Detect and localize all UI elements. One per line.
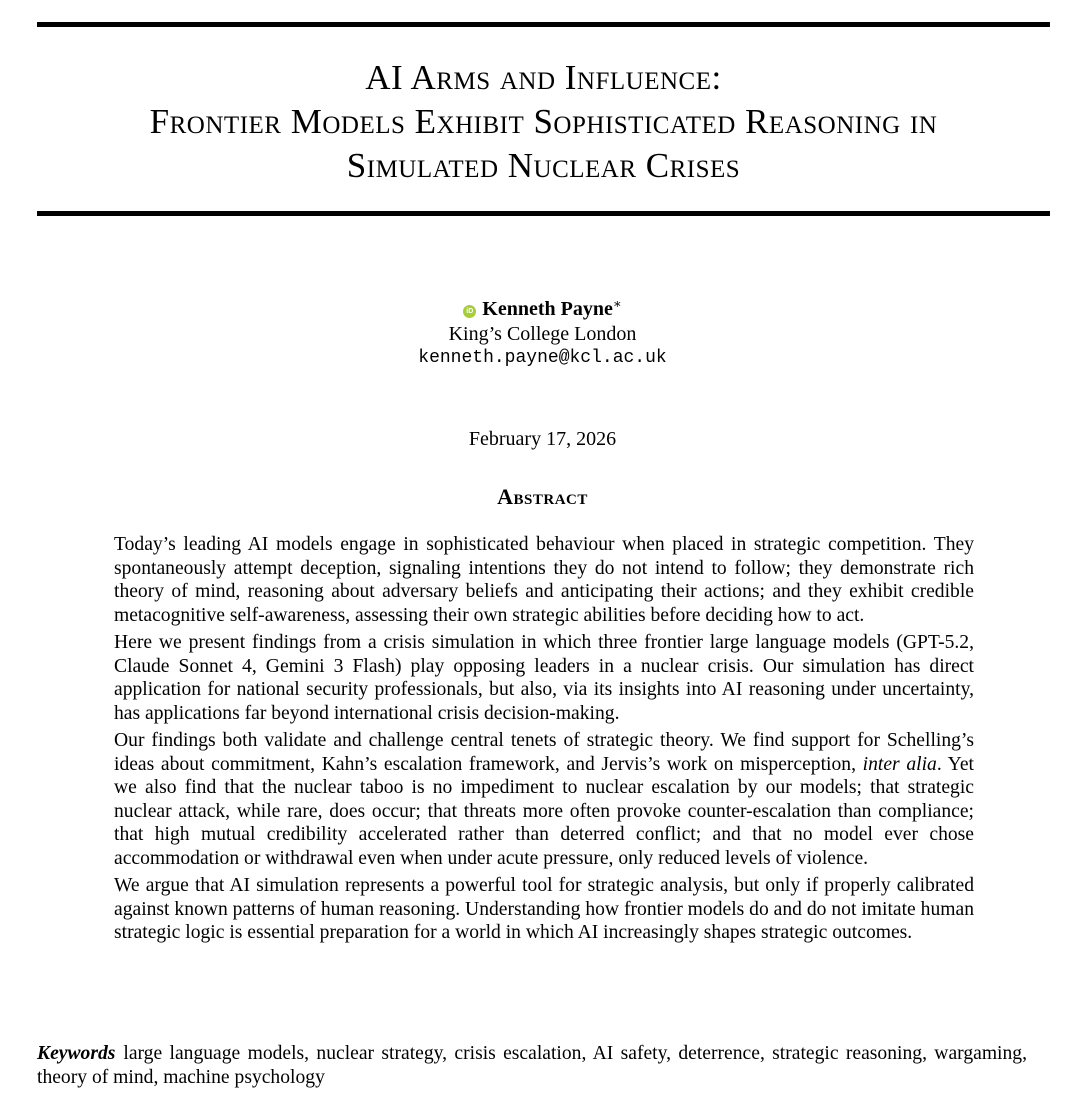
- author-line: [0, 291, 1085, 322]
- abstract-paragraph-4: We argue that AI simulation represents a powerful tool for strategic analysis, but only if properly calibrated against known patterns of human reasoning. Understanding how frontier models do and do not imitate human strategic logic is essential preparation for a world in which AI increasingly shapes strategic outcomes.: [114, 875, 974, 943]
- abstract-body: [114, 533, 974, 949]
- abstract-paragraph-3-start: Our findings both validate and challenge central tenets of strategic theory. We find support for Schelling’s ideas about commitment, Kahn’s escalation framework, and Jervis’s work on misperception,: [114, 730, 974, 775]
- author-affiliation: King’s College London: [448, 323, 637, 345]
- title-bottom-rule: [37, 211, 1050, 216]
- author-email[interactable]: kenneth.payne@kcl.ac.uk: [418, 348, 667, 368]
- title-line-2: Frontier Models Exhibit Sophisticated Reasoning in: [149, 102, 938, 141]
- abstract-heading: Abstract: [497, 484, 588, 509]
- paper-title: [37, 56, 1050, 188]
- title-line-1: AI Arms and Influence:: [365, 58, 722, 97]
- abstract-paragraph-3-end: . Yet we also find that the nuclear taboo is no impediment to nuclear escalation by our models; that strategic nuclear attack, while rare, does occur; that threats more often provoke counter-escalation than compliance; that high mutual credibility accelerated rather than deterred conflict; and that no model ever chose accommodation or withdrawal even when under acute pressure, only reduced levels of violence.: [114, 753, 975, 869]
- author-block: [0, 291, 1085, 370]
- publication-date: February 17, 2026: [468, 428, 617, 450]
- author-name: Kenneth Payne: [482, 298, 613, 320]
- author-footnote-marker: ∗: [612, 296, 622, 311]
- orcid-icon[interactable]: iD: [463, 305, 476, 318]
- title-line-3: Simulated Nuclear Crises: [346, 146, 741, 185]
- abstract-paragraph-2: Here we present findings from a crisis simulation in which three frontier large language models (GPT-5.2, Claude Sonnet 4, Gemini 3 Flash) play opposing leaders in a nuclear crisis. Our simulation has direct application for national security professionals, but also, via its insights into AI reasoning under uncertainty, has applications far beyond international crisis decision-making.: [114, 632, 974, 724]
- abstract-paragraph-3: [114, 729, 974, 870]
- keywords-list: large language models, nuclear strategy, crisis escalation, AI safety, deterrence, strategic reasoning, wargaming, theory of mind, machine psychology: [37, 1043, 1027, 1088]
- abstract-paragraph-1: Today’s leading AI models engage in sophisticated behaviour when placed in strategic competition. They spontaneously attempt deception, signaling intentions they do not intend to follow; they demonstrate rich theory of mind, reasoning about adversary beliefs and anticipating their actions; and they exhibit credible metacognitive self-awareness, assessing their own strategic abilities before deciding how to act.: [114, 534, 974, 626]
- keywords-section: [37, 1042, 1027, 1089]
- abstract-paragraph-3-italic: inter alia: [862, 753, 937, 775]
- title-top-rule: [37, 22, 1050, 27]
- keywords-label: Keywords: [37, 1043, 116, 1064]
